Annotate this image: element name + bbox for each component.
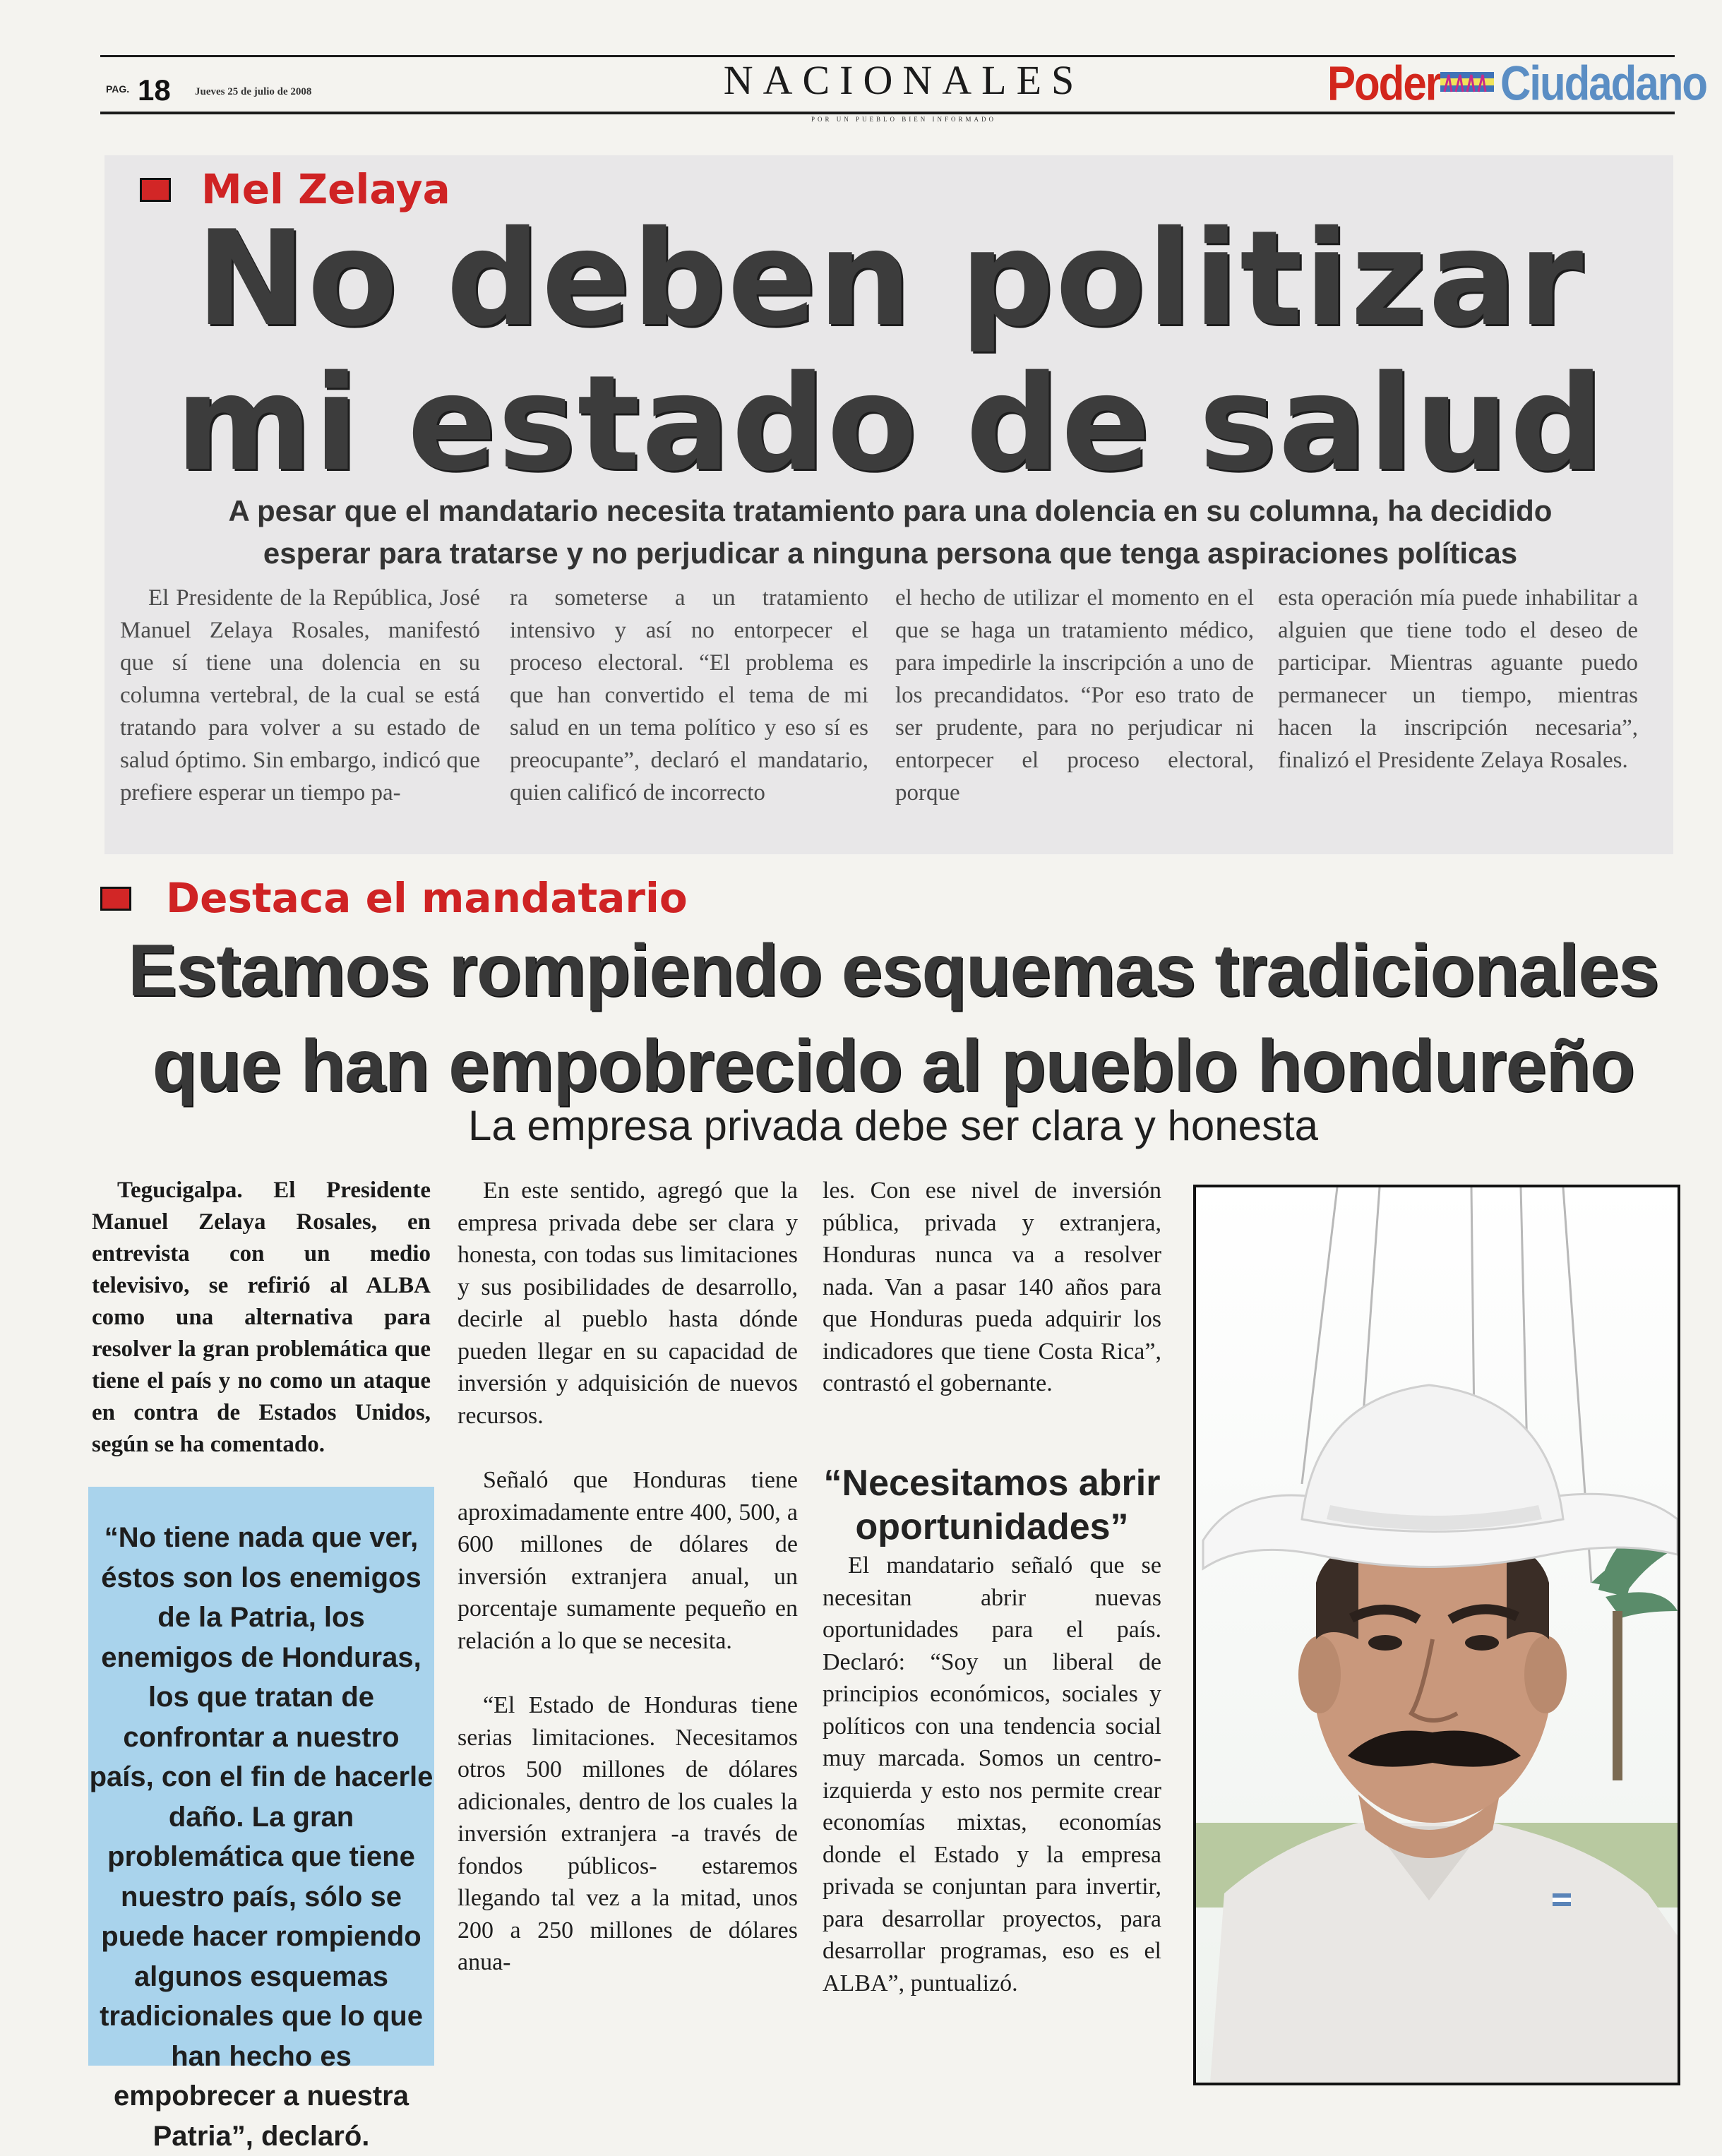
story1-column-2: ra someterse a un tratamiento intensivo y así no entorpecer el proceso electoral. “El problema es que han convertido el tema de mi salud en un tema político y eso sí es preocupante”, declaró el mandatario, quien calificó de incorrecto	[510, 585, 868, 805]
story2-col2-paragraph-1: En este sentido, agregó que la empresa privada debe ser clara y honesta, con todas sus limitaciones y sus posibilidades de desarrollo, decirle al pueblo hasta dónde pueden llegar en su capacidad de inversión y adquisición de nuevos recursos.	[458, 1178, 798, 1429]
story1-headline-line1: No deben politizar	[196, 202, 1585, 355]
flag-hands-logo-icon	[1439, 68, 1495, 96]
story2-column-3	[823, 1175, 1161, 1432]
story2-subheadline: La empresa privada debe ser clara y honesta	[467, 1102, 1319, 1149]
portrait-man-white-cowboy-hat-icon	[1196, 1187, 1678, 2083]
story2-column-2	[458, 1175, 798, 2011]
red-square-icon	[100, 887, 131, 911]
story1-column-4: esta operación mía puede inhabilitar a alguien que tiene todo el deseo de participar. Mientras aguante puedo permanecer un tiempo, mientras hacen la inscripción necesaria”, finalizó el Presidente Zelaya Rosales.	[1278, 585, 1638, 773]
story2-col2-paragraph-3: “El Estado de Honduras tiene serias limitaciones. Necesitamos otros 500 millones de dólares adicionales, dentro de los cuales la inversión extranjera -a través de fondos públicos- estaremos llegando tal vez a la mitad, unos 200 a 250 millones de dólares anua-	[458, 1692, 798, 1975]
story2-col2-paragraph-2: Señaló que Honduras tiene aproximadamente entre 400, 500, a 600 millones de dólares de inversión extranjera anual, un porcentaje sumamente pequeño en relación a lo que se necesita.	[458, 1467, 798, 1654]
story2-col3-subhead: “Necesitamos abrir oportunidades”	[823, 1463, 1161, 1547]
issue-date: Jueves 25 de julio de 2008	[195, 86, 312, 97]
portrait-photo	[1193, 1185, 1680, 2085]
story2-col3-paragraph-2: El mandatario señaló que se necesitan abrir nuevas oportunidades para el país. Declaró: “Soy un liberal de principios económicos, sociales y políticos con una tendencia social muy marcada. Somos un centro-izquierda y esto nos permite crear economías mixtas, economías donde el Estado y la empresa privada se conjuntan para invertir, para desarrollar proyectos, para desarrollar programas, eso es el ALBA”, puntualizó.	[823, 1552, 1161, 1996]
story1-deck-line1: A pesar que el mandatario necesita tratamiento para una dolencia en su columna, ha decidido	[228, 494, 1553, 527]
story2-lead: Tegucigalpa. El Presidente Manuel Zelaya Rosales, en entrevista con un medio televisivo, se refirió al ALBA como una alternativa para resolver la gran problemática que tiene el país y no como un ataque en contra de Estados Unidos, según se ha comentado.	[92, 1178, 431, 1457]
page-label: PAG.	[106, 83, 130, 95]
brand-poder: Poder	[1327, 56, 1441, 111]
header-bottom-rule	[100, 112, 1675, 114]
red-square-icon	[140, 178, 171, 202]
story2-headline-line1: Estamos rompiendo esquemas tradicionales	[128, 930, 1658, 1012]
story2-col3-paragraph-1: les. Con ese nivel de inversión pública, privada y extranjera, Honduras nunca va a resolver nada. Van a pasar 140 años para que Honduras pueda adquirir los indicadores que tiene Costa Rica”, contrastó el gobernante.	[823, 1178, 1161, 1396]
story1-column-1: El Presidente de la República, José Manuel Zelaya Rosales, manifestó que sí tiene una dolencia en su columna vertebral, de la cual se está tratando para volver a su estado de salud óptimo. Sin embargo, indicó que prefiere esperar un tiempo pa-	[120, 585, 480, 805]
story1-kicker: Mel Zelaya	[201, 165, 450, 213]
section-title: NACIONALES	[723, 57, 1084, 103]
page-number: 18	[138, 73, 171, 107]
story2-kicker: Destaca el mandatario	[166, 874, 688, 922]
section-motto: POR UN PUEBLO BIEN INFORMADO	[811, 116, 996, 123]
pullquote-text: “No tiene nada que ver, éstos son los enemigos de la Patria, los enemigos de Honduras, los que tratan de confrontar a nuestro país, con el fin de hacerle daño. La gran problemática que tiene nuestro país, sólo se puede hacer rompiendo algunos esquemas tradicionales que lo que han hecho es empobrecer a nuestra Patria”, declaró.	[89, 1522, 434, 2152]
brand-ciudadano: Ciudadano	[1500, 56, 1706, 111]
story2-headline-line2: que han empobrecido al pueblo hondureño	[152, 1025, 1634, 1107]
story2-column-3-continued	[823, 1550, 1161, 2032]
story1-deck-line2: esperar para tratarse y no perjudicar a ninguna persona que tenga aspiraciones políticas	[263, 537, 1518, 570]
story1-column-3: el hecho de utilizar el momento en el que se haga un tratamiento médico, para impedirle la inscripción a uno de los precandidatos. “Por eso trato de ser prudente, para no perjudicar ni entorpecer el proceso electoral, porque	[895, 585, 1254, 805]
story1-headline-line2: mi estado de salud	[175, 347, 1606, 500]
